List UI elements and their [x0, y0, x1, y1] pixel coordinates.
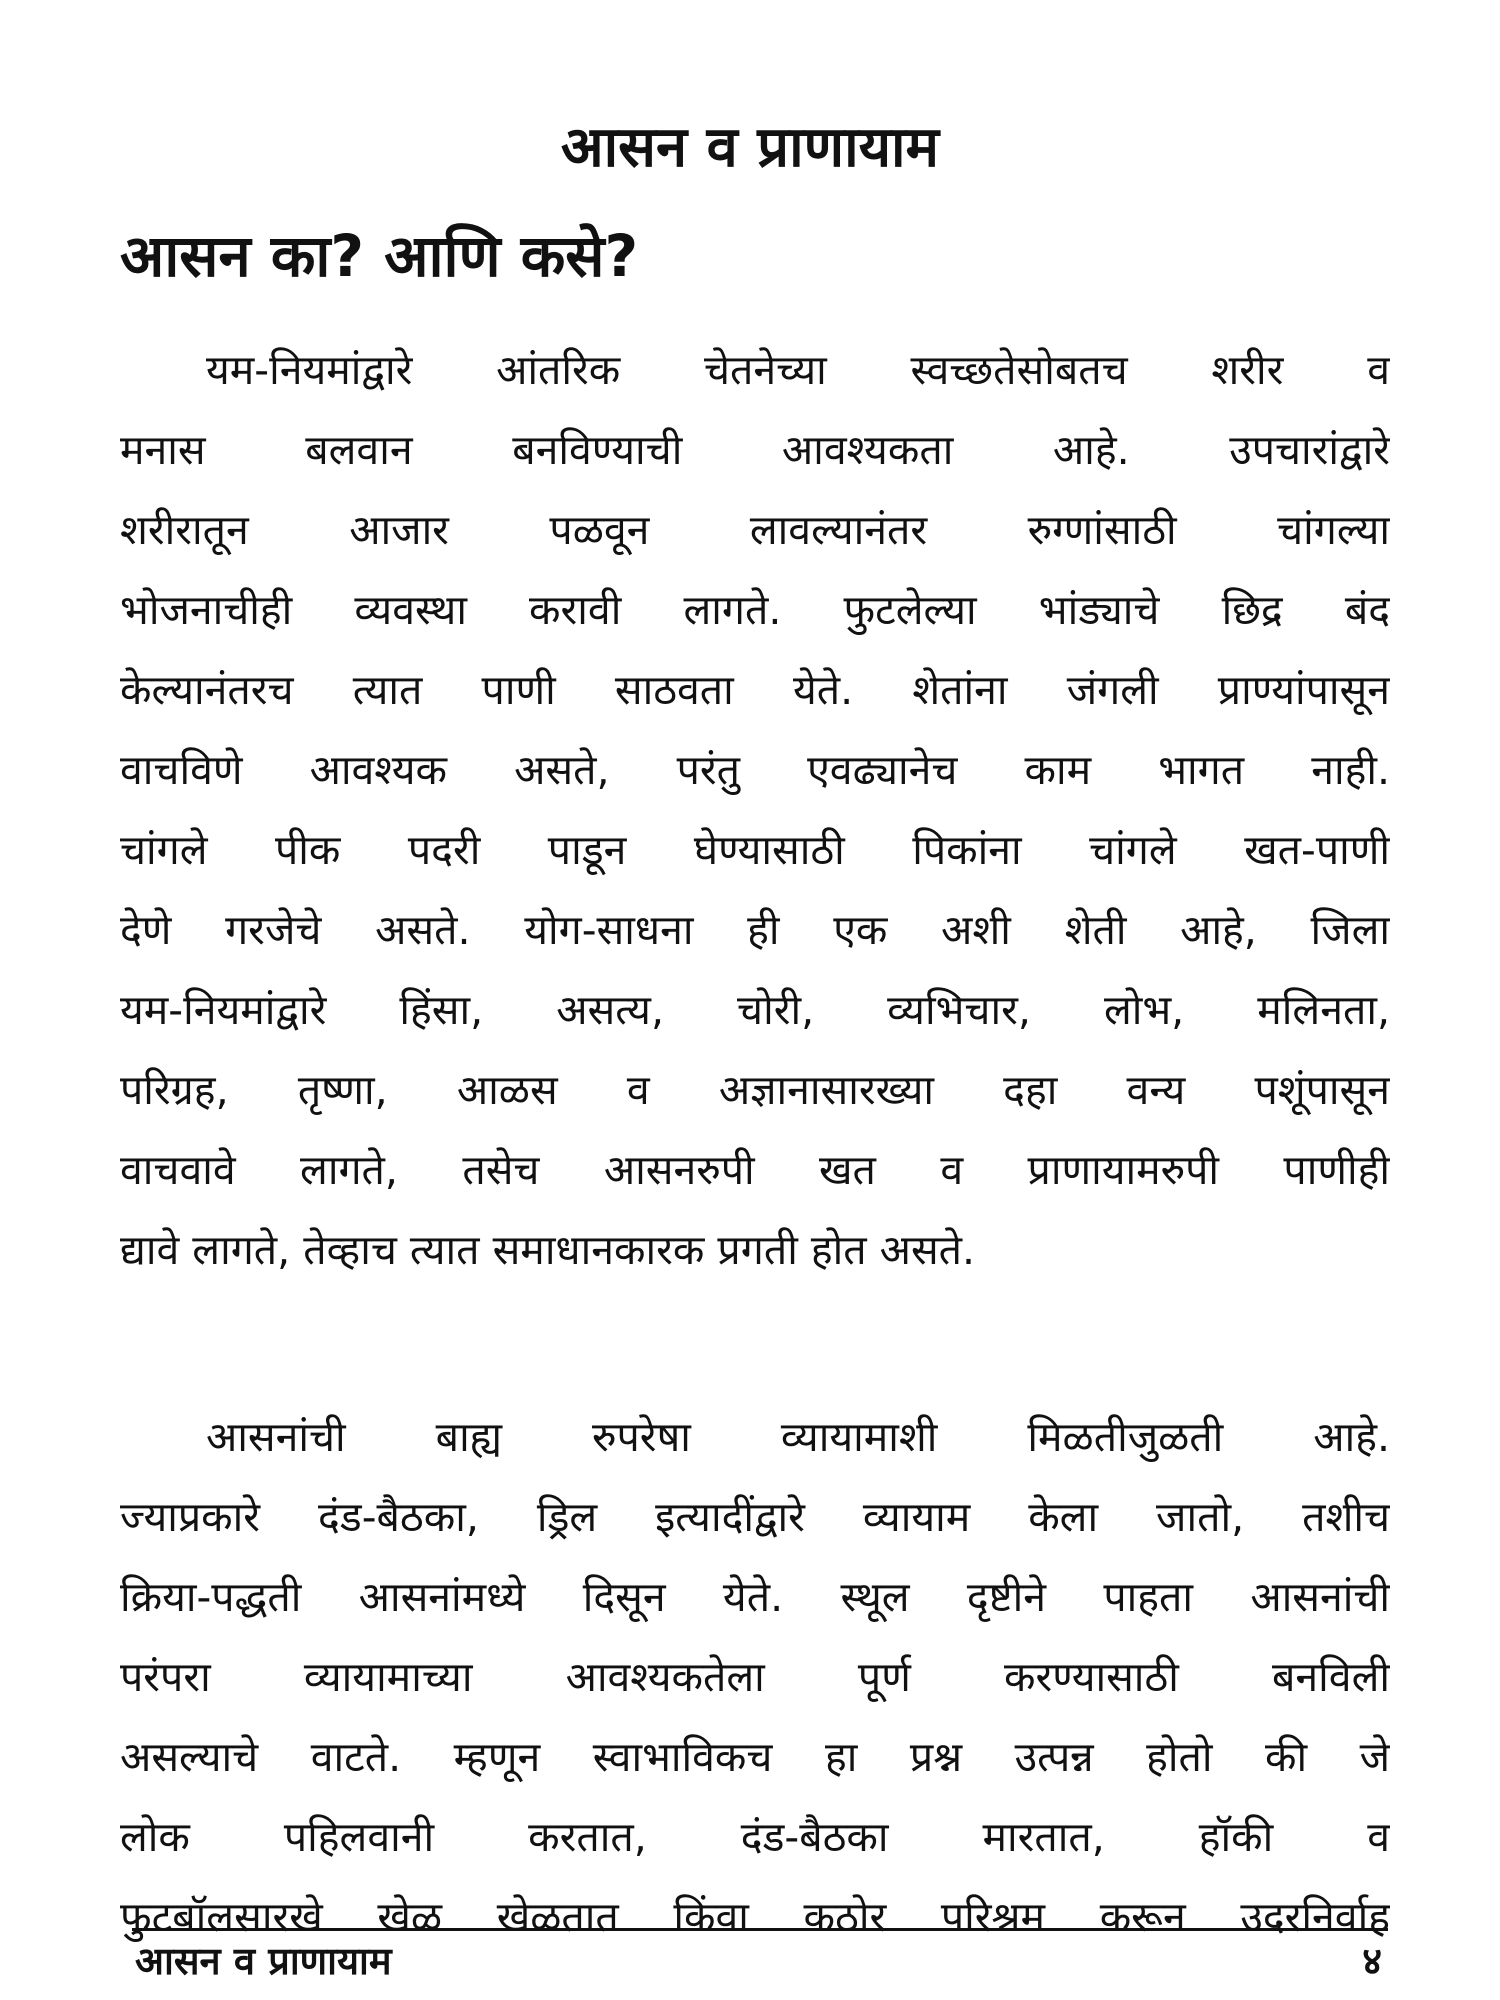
section-heading: आसन का? आणि कसे? — [120, 222, 639, 290]
text-line: असल्याचे वाटते. म्हणून स्वाभाविकच हा प्रश्न उत्पन्न होतो की जे — [120, 1733, 1390, 1781]
text-line: द्यावे लागते, तेव्हाच त्यात समाधानकारक प्रगती होत असते. — [120, 1226, 976, 1274]
text-line: क्रिया-पद्धती आसनांमध्ये दिसून येते. स्थूल दृष्टीने पाहता आसनांची — [120, 1573, 1390, 1621]
text-line: परंपरा व्यायामाच्या आवश्यकतेला पूर्ण करण्यासाठी बनविली — [120, 1653, 1390, 1701]
text-line: आसनांची बाह्य रुपरेषा व्यायामाशी मिळतीजुळती आहे. — [206, 1413, 1390, 1461]
text-line: भोजनाचीही व्यवस्था करावी लागते. फुटलेल्या भांड्याचे छिद्र बंद — [120, 586, 1390, 634]
text-line: वाचविणे आवश्यक असते, परंतु एवढ्यानेच काम भागत नाही. — [120, 746, 1390, 794]
paragraph-2 — [120, 1397, 1390, 1957]
text-line: यम-नियमांद्वारे हिंसा, असत्य, चोरी, व्यभिचार, लोभ, मलिनता, — [120, 986, 1390, 1034]
text-line: यम-नियमांद्वारे आंतरिक चेतनेच्या स्वच्छतेसोबतच शरीर व — [206, 346, 1390, 394]
page-number: ४ — [1362, 1939, 1382, 1983]
text-line: फुटबॉलसारखे खेळ खेळतात किंवा कठोर परिश्रम करून उदरनिर्वाह — [120, 1893, 1390, 1941]
footer-divider — [132, 1928, 1388, 1931]
text-line: परिग्रह, तृष्णा, आळस व अज्ञानासारख्या दहा वन्य पशूंपासून — [120, 1066, 1390, 1114]
text-line: ज्याप्रकारे दंड-बैठका, ड्रिल इत्यादींद्वारे व्यायाम केला जातो, तशीच — [120, 1493, 1390, 1541]
text-line: केल्यानंतरच त्यात पाणी साठवता येते. शेतांना जंगली प्राण्यांपासून — [120, 666, 1390, 714]
text-line: लोक पहिलवानी करतात, दंड-बैठका मारतात, हॉकी व — [120, 1813, 1390, 1861]
text-line: वाचवावे लागते, तसेच आसनरुपी खत व प्राणायामरुपी पाणीही — [120, 1146, 1390, 1194]
paragraph-1 — [120, 330, 1390, 1290]
text-line: चांगले पीक पदरी पाडून घेण्यासाठी पिकांना चांगले खत-पाणी — [120, 826, 1390, 874]
footer-title: आसन व प्राणायाम — [135, 1939, 392, 1983]
text-line: मनास बलवान बनविण्याची आवश्यकता आहे. उपचारांद्वारे — [120, 426, 1390, 474]
text-line: शरीरातून आजार पळवून लावल्यानंतर रुग्णांसाठी चांगल्या — [120, 506, 1390, 554]
text-line: देणे गरजेचे असते. योग-साधना ही एक अशी शेती आहे, जिला — [120, 906, 1390, 954]
page-title: आसन व प्राणायाम — [560, 115, 940, 180]
